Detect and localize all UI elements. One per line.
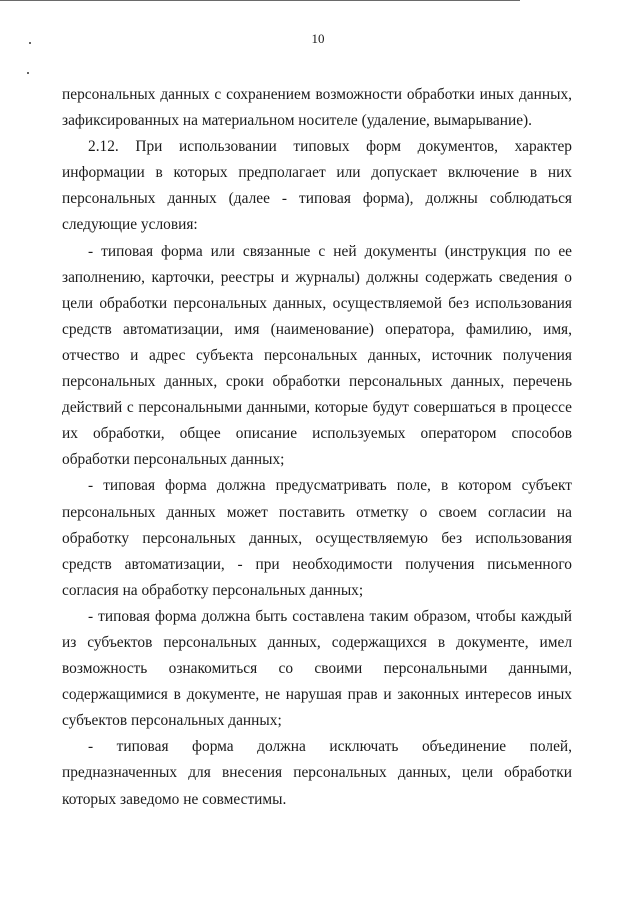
page-number: 10 bbox=[311, 31, 325, 46]
scan-speck bbox=[27, 72, 29, 74]
top-border-line bbox=[0, 0, 520, 1]
paragraph-condition-1: - типовая форма или связанные с ней документы (инструкция по ее заполнению, карточки, реестры и журналы) должны содержать сведения о цели обработки персональных данных, осуществляемой без использования средств автоматизации, имя (наименование) оператора, фамилию, имя, отчество и адрес субъекта персональных данных, источник получения персональных данных, сроки обработки персональных данных, перечень действий с персональными данными, которые будут совершаться в процессе их обработки, общее описание используемых оператором способов обработки персональных данных; bbox=[62, 242, 572, 469]
paragraph-continuation: персональных данных с сохранением возможности обработки иных данных, зафиксированных на материальном носителе (удаление, вымарывание). bbox=[62, 86, 572, 130]
paragraph-condition-4: - типовая форма должна исключать объединение полей, предназначенных для внесения персональных данных, цели обработки которых заведомо не совместимы. bbox=[62, 738, 572, 808]
paragraph-section-2-12: 2.12. При использовании типовых форм документов, характер информации в которых предполагает или допускает включение в них персональных данных (далее - типовая форма), должны соблюдаться следующие условия: bbox=[62, 138, 572, 234]
paragraph-condition-2: - типовая форма должна предусматривать поле, в котором субъект персональных данных может поставить отметку о своем согласии на обработку персональных данных, осуществляемую без использования средств автоматизации, - при необходимости получения письменного согласия на обработку персональных данных; bbox=[62, 477, 572, 599]
paragraph-condition-3: - типовая форма должна быть составлена таким образом, чтобы каждый из субъектов персональных данных, содержащихся в документе, имел возможность ознакомиться со своими персональными данными, содержащимися в документе, не нарушая прав и законных интересов иных субъектов персональных данных; bbox=[62, 607, 572, 730]
document-body bbox=[62, 82, 572, 813]
